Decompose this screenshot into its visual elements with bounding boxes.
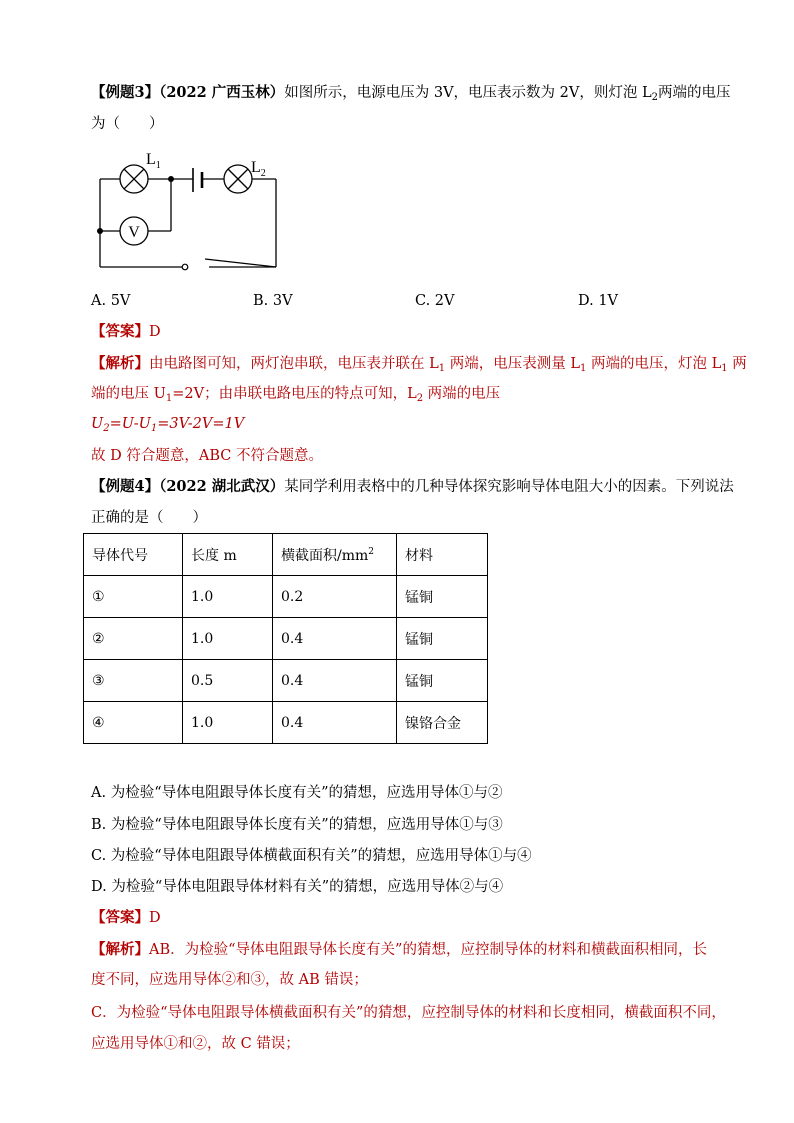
option-b[interactable]: B. 为检验“导体电阻跟导体长度有关”的猜想，应选用导体①与③ bbox=[91, 817, 503, 833]
table-header-cell: 材料 bbox=[397, 534, 488, 576]
voltmeter-label: V bbox=[128, 224, 140, 241]
option-a[interactable]: A. 为检验“导体电阻跟导体长度有关”的猜想，应选用导体①与② bbox=[91, 785, 503, 801]
option-a[interactable]: A. 5V bbox=[91, 293, 131, 309]
table-cell: 镍铬合金 bbox=[397, 702, 488, 744]
example4-stem-text: 某同学利用表格中的几种导体探究影响导体电阻大小的因素。下列说法 bbox=[284, 479, 734, 495]
example3-stem-text: 如图所示，电源电压为 3V，电压表示数为 2V，则灯泡 L bbox=[284, 85, 652, 101]
example3-formula: $U_2=U-U_1=3V-2V=1V$ bbox=[91, 416, 245, 434]
table-cell: 锰铜 bbox=[397, 576, 488, 618]
conductor-table bbox=[83, 533, 488, 744]
example4-source: （2022 湖北武汉） bbox=[159, 478, 285, 495]
example3-stem-end: 两端的电压 bbox=[657, 85, 731, 101]
table-row bbox=[84, 576, 488, 618]
option-c[interactable]: C. 为检验“导体电阻跟导体横截面积有关”的猜想，应选用导体①与④ bbox=[91, 848, 532, 864]
table-cell: ③ bbox=[84, 660, 183, 702]
example4-label: 【例题4】 bbox=[91, 478, 160, 495]
junction-dot bbox=[97, 228, 103, 234]
table-cell: ④ bbox=[84, 702, 183, 744]
table-cell: 1.0 bbox=[183, 576, 273, 618]
table-cell: ② bbox=[84, 618, 183, 660]
answer-value: D bbox=[149, 324, 161, 340]
table-row bbox=[84, 660, 488, 702]
table-cell: 1.0 bbox=[183, 618, 273, 660]
example3-options bbox=[91, 291, 691, 311]
table-header-cell: 长度 m bbox=[183, 534, 273, 576]
table-row bbox=[84, 702, 488, 744]
example3-label: 【例题3】 bbox=[91, 84, 160, 101]
table-header-cell: 导体代号 bbox=[84, 534, 183, 576]
example3-conclusion: 故 D 符合题意，ABC 不符合题意。 bbox=[91, 448, 323, 464]
example3-analysis-line1: 【解析】由电路图可知，两灯泡串联，电压表并联在 $L_1$ 两端，电压表测量 $L_1$ 两端的电压，灯泡 $L_1$ 两 bbox=[91, 355, 747, 374]
answer-label: 【答案】 bbox=[91, 323, 149, 340]
analysis-label: 【解析】 bbox=[91, 941, 149, 958]
example3-source: （2022 广西玉林） bbox=[159, 84, 285, 101]
table-cell: 0.5 bbox=[183, 660, 273, 702]
example4-answer bbox=[91, 908, 161, 928]
analysis-label: 【解析】 bbox=[91, 355, 149, 372]
example3-answer bbox=[91, 322, 161, 342]
switch-blade bbox=[205, 259, 276, 267]
lamp-l1-label: $L_1$ bbox=[146, 151, 161, 171]
option-d[interactable]: D. 1V bbox=[578, 293, 619, 309]
example3-analysis-line2: 端的电压 $U_1=2V$；由串联电路电压的特点可知，$L_2$ 两端的电压 bbox=[91, 386, 501, 404]
example4-stem-line2: 正确的是（ ） bbox=[91, 510, 207, 526]
table-cell: 1.0 bbox=[183, 702, 273, 744]
answer-value: D bbox=[149, 910, 161, 926]
switch-contact bbox=[182, 264, 188, 270]
junction-dot bbox=[168, 176, 174, 182]
example4-stem-line1 bbox=[91, 477, 734, 497]
option-d[interactable]: D. 为检验“导体电阻跟导体材料有关”的猜想，应选用导体②与④ bbox=[91, 879, 504, 895]
subscript: 2 bbox=[651, 92, 658, 103]
example3-stem-line2: 为（ ） bbox=[91, 116, 164, 132]
table-cell: 0.4 bbox=[273, 618, 397, 660]
table-cell: 锰铜 bbox=[397, 660, 488, 702]
example4-analysis-line4: 应选用导体①和②，故 C 错误； bbox=[91, 1036, 300, 1052]
table-cell: ① bbox=[84, 576, 183, 618]
lamp-l2-label: $L_2$ bbox=[251, 159, 266, 179]
answer-label: 【答案】 bbox=[91, 909, 149, 926]
table-cell: 0.2 bbox=[273, 576, 397, 618]
circuit-diagram bbox=[90, 148, 290, 273]
example4-analysis-line3: C．为检验“导体电阻跟导体横截面积有关”的猜想，应控制导体的材料和长度相同，横截面积不同， bbox=[91, 1005, 726, 1021]
example3-stem-line1 bbox=[91, 83, 730, 108]
table-header-cell: 横截面积$/mm^2$ bbox=[273, 534, 397, 576]
option-b[interactable]: B. 3V bbox=[253, 293, 293, 309]
table-cell: 0.4 bbox=[273, 660, 397, 702]
table-cell: 0.4 bbox=[273, 702, 397, 744]
table-cell: 锰铜 bbox=[397, 618, 488, 660]
example4-analysis-line1: 【解析】AB．为检验“导体电阻跟导体长度有关”的猜想，应控制导体的材料和横截面积相同，长 bbox=[91, 941, 707, 958]
table-row bbox=[84, 618, 488, 660]
example4-analysis-line2: 度不同，应选用导体②和③，故 AB 错误； bbox=[91, 972, 368, 988]
option-c[interactable]: C. 2V bbox=[415, 293, 455, 309]
table-header-row bbox=[84, 534, 488, 576]
